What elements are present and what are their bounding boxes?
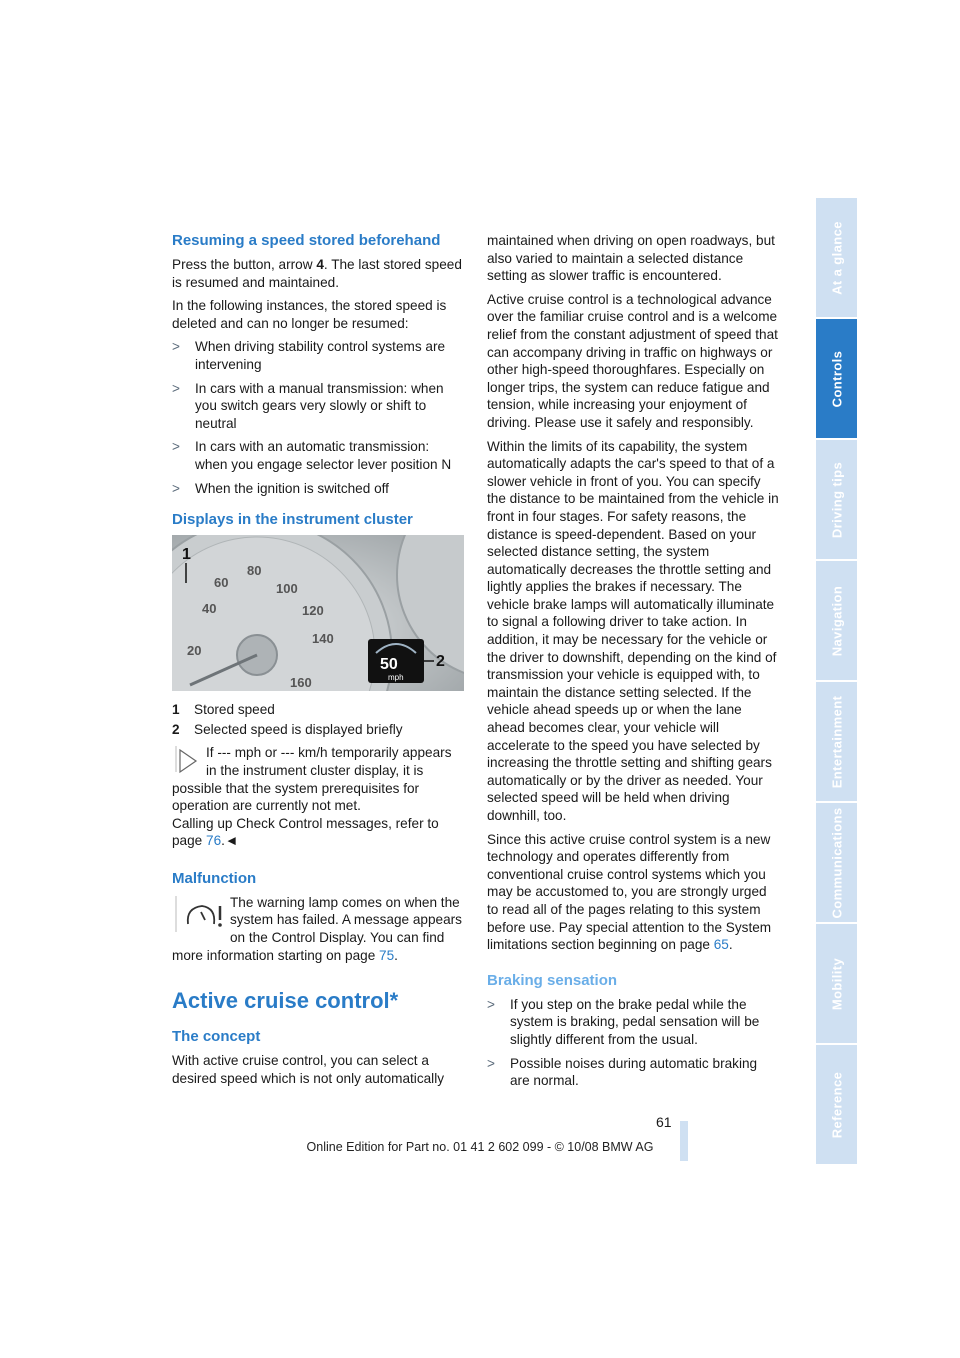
page-link-75[interactable]: 75: [379, 947, 395, 963]
list-item: > In cars with an automatic transmission: when you engage selector lever position N: [172, 439, 452, 472]
note-text: If --- mph or --- km/h temporarily appears in the instrument cluster display, it is possible that the system prerequisites for operation are currently not met.: [172, 745, 452, 814]
heading-braking-sensation: Braking sensation: [487, 971, 618, 989]
paragraph: Active cruise control is a technological advance over the familiar cruise control and is a welcome relief from the constant adjustment of speed that can accompany driving in traffic on highways or other high-speed thoroughfares. Especially on longer trips, the system can reduce fatigue and tension, while increasing your enjoyment of driving. Please use it safely and responsibly.: [487, 291, 778, 430]
tab-controls[interactable]: Controls: [816, 319, 857, 438]
note-arrow-icon: [172, 744, 206, 776]
tab-driving-tips[interactable]: Driving tips: [816, 440, 857, 559]
bullet-marker: >: [172, 439, 180, 455]
dial-label: 120: [302, 603, 324, 619]
tab-navigation[interactable]: Navigation: [816, 561, 857, 680]
warning-lamp-icon: [172, 894, 230, 938]
footer-text: Online Edition for Part no. 01 41 2 602 099 - © 10/08 BMW AG: [306, 1140, 654, 1154]
paragraph: maintained when driving on open roadways, but also varied to maintain a selected distance setting as slower traffic is encountered.: [487, 233, 775, 284]
instrument-cluster-figure: [172, 535, 464, 691]
paragraph: Within the limits of its capability, the system automatically adapts the car's speed to that of a slower vehicle in front of you. You can specify the distance to be maintained from the vehicle in front in four stages. For safety reasons, the distance is speed-dependent. Based on your selected distance setting, the system automatically decreases the throttle setting and lightly applies the brakes if necessary. The vehicle brake lamps will automatically illuminate to signal a following driver to take action. In addition, it may be necessary for the vehicle or the driver to downshift, depending on the kind of transmission your vehicle is equipped with, to maintain the distance setting selected. If the vehicle ahead speeds up or when the lane ahead becomes clear, your vehicle will accelerate to the speed you have selected by increasing the throttle setting and shifting gears automatically or by the driver as needed. Your selected speed will be held when driving downhill, too.: [487, 438, 779, 823]
left-column: [172, 232, 464, 1093]
paragraph-deleted-instances: In the following instances, the stored speed is deleted and can no longer be resumed:: [172, 298, 447, 331]
speed-unit: mph: [388, 673, 404, 683]
bullet-marker: >: [172, 480, 180, 496]
dial-label: 60: [214, 575, 229, 591]
side-navigation: [816, 198, 857, 1166]
malfunction-block: The warning lamp comes on when the system has failed. A message appears on the Control Display. You can find more information starting on page 75.: [172, 894, 462, 963]
callout-2: 2: [436, 653, 445, 671]
page-number: 61: [656, 1114, 672, 1130]
dial-label: 20: [187, 643, 202, 659]
tab-reference[interactable]: Reference: [816, 1045, 857, 1164]
list-item: > If you step on the brake pedal while the system is braking, pedal sensation will be slightly different from the usual.: [487, 996, 760, 1047]
list-item: > When driving stability control systems are intervening: [172, 339, 446, 372]
heading-active-cruise-control: Active cruise control*: [172, 988, 399, 1014]
note-block: If --- mph or --- km/h temporarily appears in the instrument cluster display, it is possible that the system prerequisites for operation are currently not met. Calling up Check Control messages, refer to page 76.◄: [172, 745, 452, 849]
dial-label: 100: [276, 581, 298, 597]
paragraph-resume: Press the button, arrow 4. The last stored speed is resumed and maintained.: [172, 257, 462, 290]
bullet-marker: >: [487, 1055, 495, 1071]
heading-malfunction: Malfunction: [172, 869, 257, 887]
right-column: [487, 232, 779, 1096]
list-item: > In cars with a manual transmission: when you switch gears very slowly or shift to neutral: [172, 380, 444, 431]
stored-speed-value: 50: [380, 656, 398, 674]
heading-displays: Displays in the instrument cluster: [172, 511, 413, 529]
paragraph: Since this active cruise control system is a new technology and operates differently from conventional cruise control systems which you may be accustomed to, you are strongly urged to read all of the pages relating to this system before use. Pay special attention to the System limitations section beginning on page 65.: [487, 831, 772, 953]
page-link-76[interactable]: 76: [206, 833, 222, 849]
tab-entertainment[interactable]: Entertainment: [816, 682, 857, 801]
bullet-marker: >: [487, 996, 495, 1012]
arrow-ref: 4: [316, 257, 324, 272]
heading-resuming-speed: Resuming a speed stored beforehand: [172, 232, 441, 249]
dial-label: 80: [247, 563, 262, 579]
tab-communications[interactable]: Communications: [816, 803, 857, 922]
bullet-marker: >: [172, 380, 180, 396]
legend-item: 1 Stored speed: [172, 702, 275, 718]
paragraph-concept: With active cruise control, you can select a desired speed which is not only automatically: [172, 1053, 445, 1086]
page-link-65[interactable]: 65: [713, 937, 729, 953]
dial-label: 40: [202, 601, 217, 617]
bullet-marker: >: [172, 339, 180, 355]
list-item: > Possible noises during automatic braking are normal.: [487, 1055, 758, 1089]
dial-label: 140: [312, 631, 334, 647]
instrument-cluster-image: [172, 535, 464, 691]
list-item: > When the ignition is switched off: [172, 480, 389, 496]
dial-label: 160: [290, 675, 312, 691]
callout-1: 1: [182, 546, 191, 564]
heading-concept: The concept: [172, 1028, 261, 1046]
malfunction-text: The warning lamp comes on when the system has failed. A message appears on the Control Display. You can find more information starting on page: [172, 894, 462, 963]
tab-mobility[interactable]: Mobility: [816, 924, 857, 1043]
legend-item: 2 Selected speed is displayed briefly: [172, 721, 403, 737]
tab-at-a-glance[interactable]: At a glance: [816, 198, 857, 317]
